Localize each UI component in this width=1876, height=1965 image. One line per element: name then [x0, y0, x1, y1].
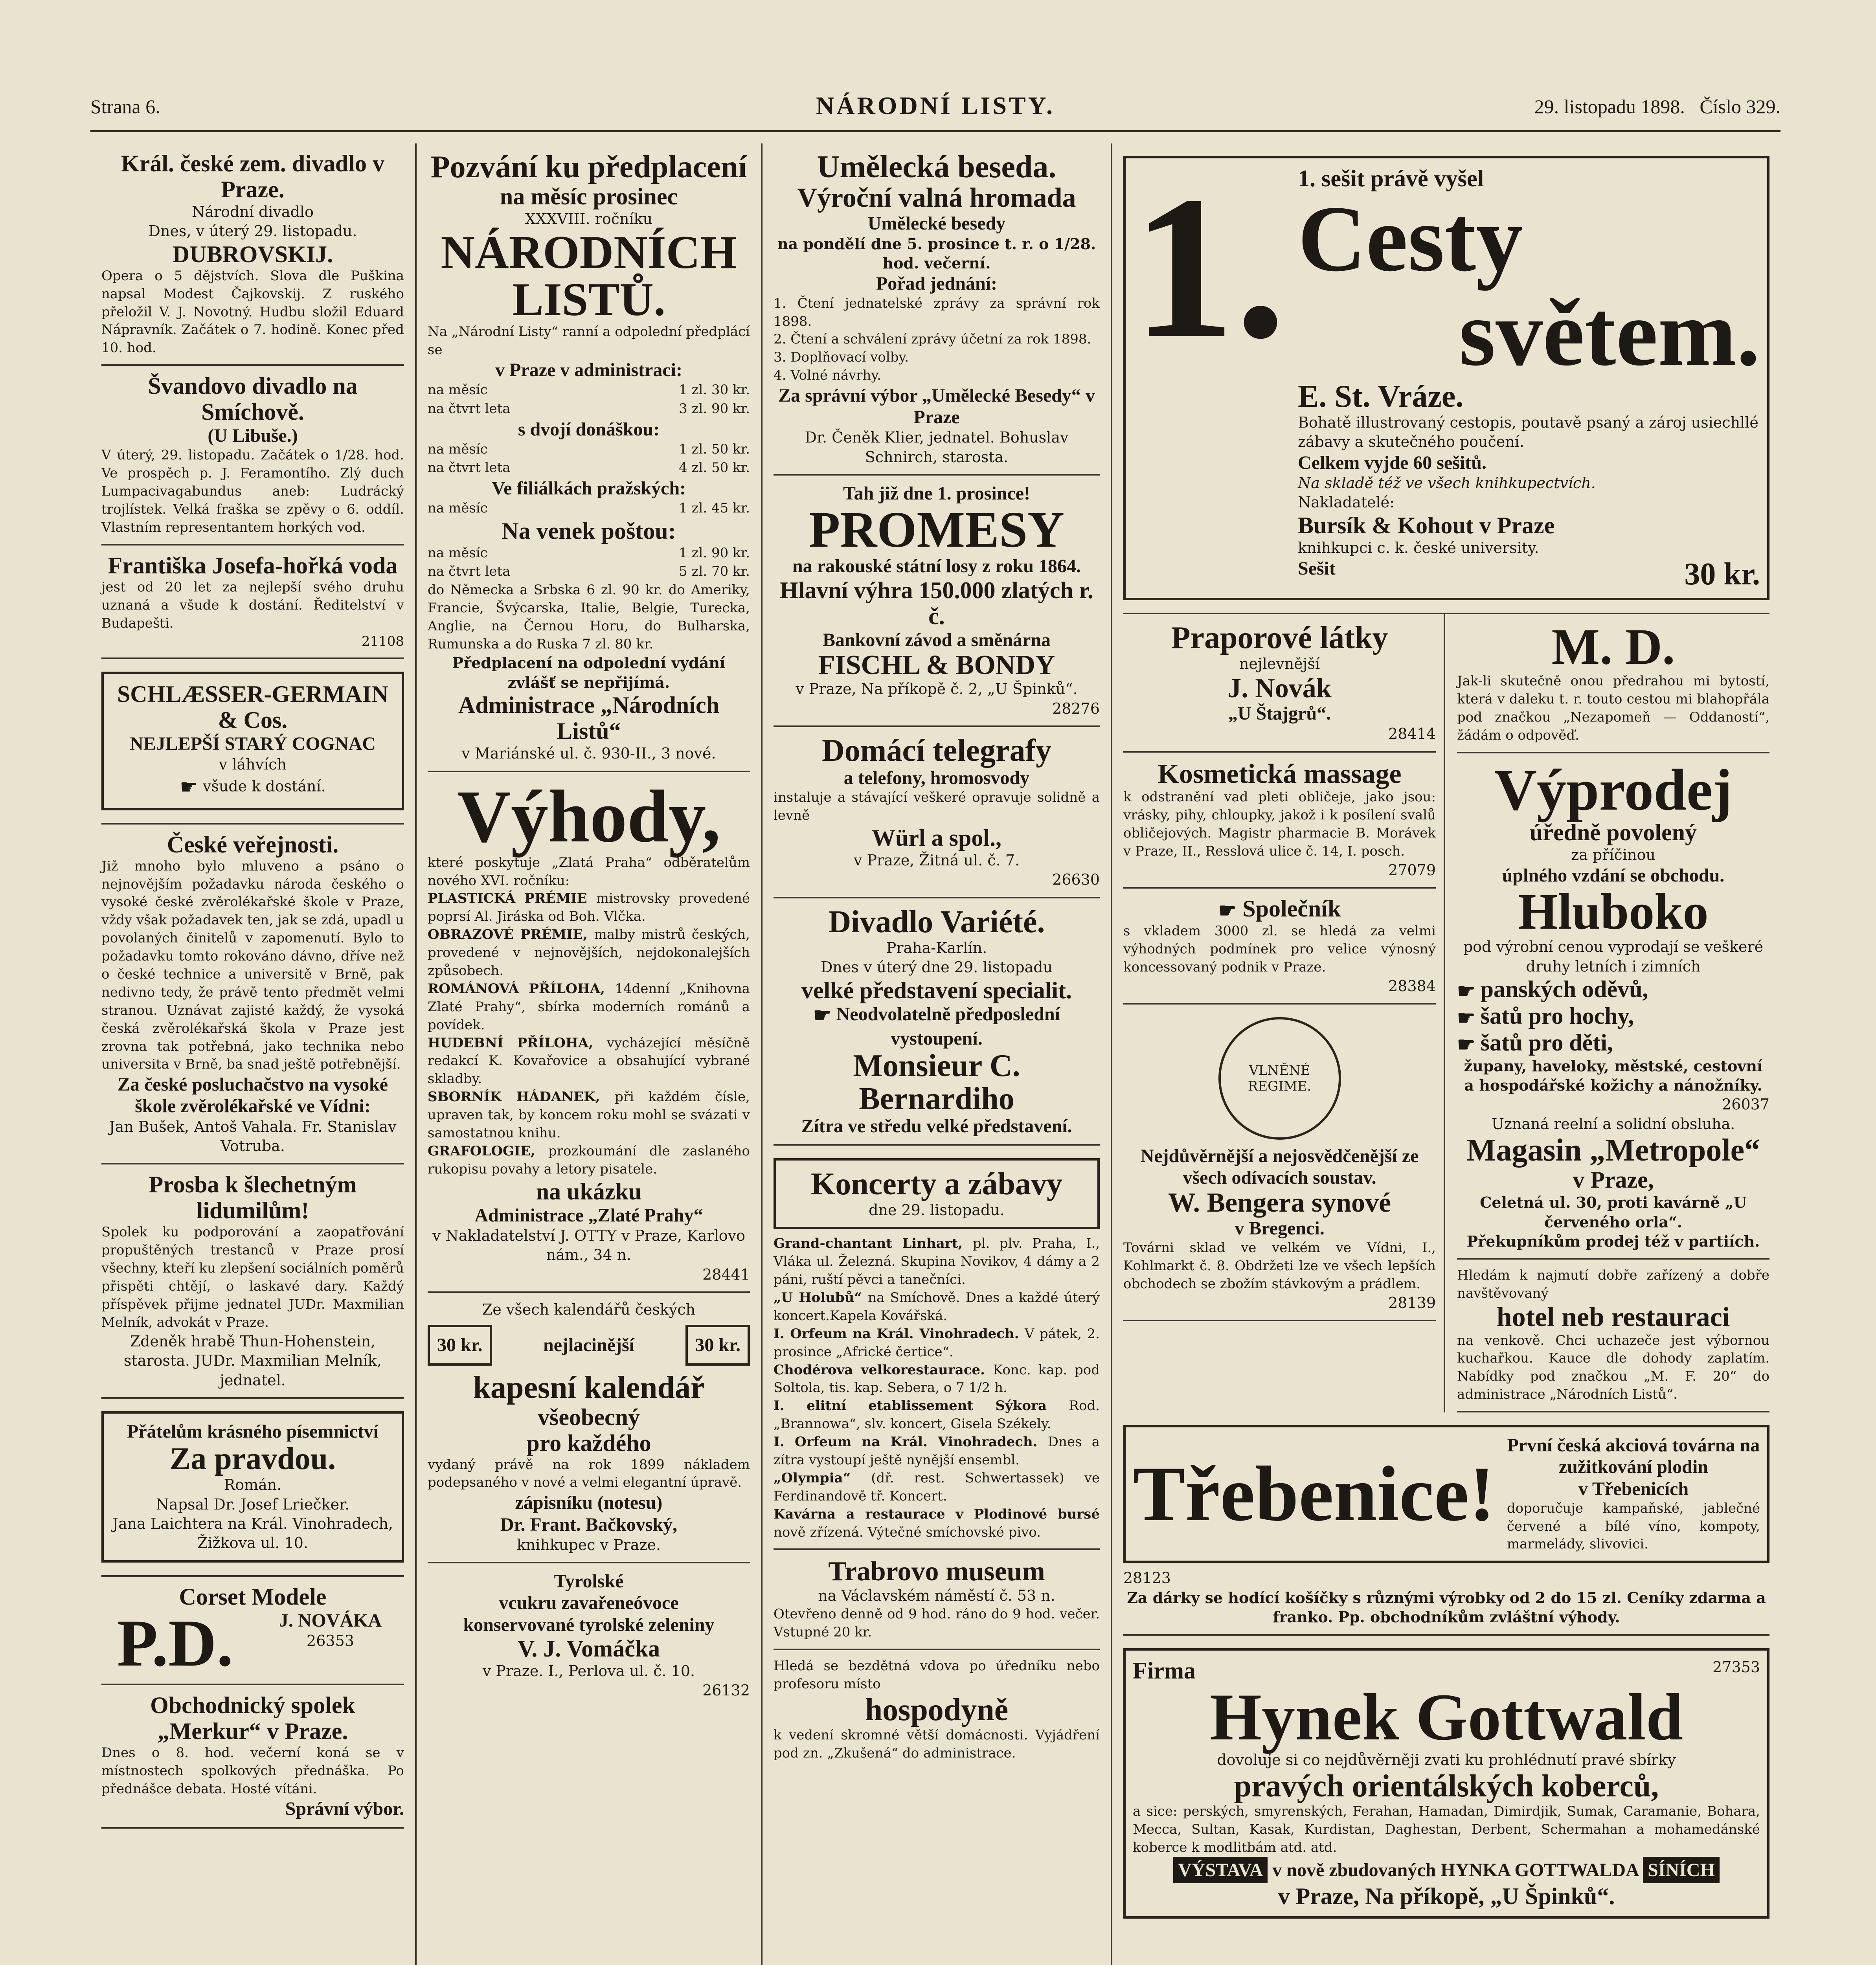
- column-1: [90, 143, 417, 1965]
- concert-item-title: I. Orfeum na Král. Vinohradech.: [774, 1326, 1025, 1342]
- benefit-item-text: prozkoumání dle zaslaného rukopisu povahy a letory pisatele.: [428, 1143, 750, 1177]
- price-label: na čtvrt leta: [428, 400, 511, 417]
- concert-item-title: I. Orfeum na Král. Vinohradech.: [774, 1434, 1048, 1450]
- price-value: 3 zl. 90 kr.: [679, 400, 750, 417]
- pointing-hand-icon: ☛: [1457, 980, 1481, 1003]
- price-row: [428, 440, 750, 459]
- price-value: 1 zl. 30 kr.: [679, 382, 750, 398]
- price-value: 1 zl. 45 kr.: [679, 500, 750, 516]
- benefit-item-text: malby mistrů českých, provedené v nejnovějších, nejdokonalejších způsobech.: [428, 927, 750, 979]
- benefit-item: [428, 926, 750, 980]
- price-row: [428, 499, 750, 518]
- benefit-item: [428, 1034, 750, 1089]
- concert-item: [774, 1235, 1100, 1289]
- program-item: 2. Čtení a schválení zprávy účetní za rok 1898.: [774, 331, 1091, 347]
- concerts-section: Koncerty a zábavy dne 29. listopadu. Grand-chantant Linhart, pl. plv. Praha, I., Vláka ul. Železná. Skupina Novikov, 4 dámy a 2 páni, ruští pěvci a tanečníci. „U Holubů“ na Smíchově. Dnes a každé úterý koncert.Kapela Kovářská. I. Orfeum na Král. Vinohradech. V pátek, 2. prosince „Africké čertice“. Chodérova velkorestaurace. Konc. kap. pod Soltola, tis. kap. Sebera, o 7 1/2 h. I. elitní etablissement Sýkora Rod. „Brannowa“, slv. koncert, Gisela Székely. I. Orfeum na Král. Vinohradech. Dnes a zítra vystoupí ještě nynější ensembl. „Olympia“ (dř. rest. Schwertassek) ve Ferdinandově tř. Koncert. Kavárna a restaurace v Plodinové bursé nově zřízená. Výtečné smíchovské pivo.: [774, 1146, 1100, 1550]
- calendar-ad: Ze všech kalendářů českých 30 kr. nejlacinější 30 kr. kapesní kalendář všeobecný pro každého vydaný právě na rok 1899 nákladem podepsaného v nové a velmi elegantní úpravě. zápisníku (notesu) Dr. Frant. Bačkovský, knihkupec v Praze.: [428, 1293, 750, 1563]
- newspaper-title: NÁRODNÍ LISTY.: [816, 92, 1055, 119]
- price-label: na měsíc: [428, 441, 488, 457]
- concert-item: [774, 1289, 1100, 1325]
- public-appeal: České veřejnosti. Již mnoho bylo mluveno a psáno o nejnovějším požadavku národa českého o vysoké české zvěrolékařské škole v Praze, vždy však požadavek ten, jak se zdá, upadl u povolaných činitelů v zapomenutí. Bylo to požadavku tomto rokováno dávno, dříve než o české technice a universitě v Brně, pak nedivno tedy, že právě tento předmět velmi stranou. Uznávat zajisté každý, že vysoká česká zvěrolékařská škola v Praze jest zrovna tak potřebná, jako technika nebo universita v Brně, ba snad ještě potřebnější. Za české posluchačstvo na vysoké škole zvěrolékařské ve Vídni: Jan Bušek, Antoš Vahala. Fr. Stanislav Votruba.: [101, 825, 404, 1165]
- price-value: 5 zl. 70 kr.: [679, 564, 750, 580]
- smichov-theatre: Švandovo divadlo na Smíchově. (U Libuše.) V úterý, 29. listopadu. Začátek o 1/28. hod. Ve prospěch p. J. Feramontího. Zlý duch Lumpacivagabundus aneb: Ludrácký trojlístek. Velká fraška se zpěvy o 6. oddíl. Vlastním representantem horkých vod.: [101, 366, 404, 545]
- concert-list: [774, 1235, 1100, 1541]
- price-label: na měsíc: [428, 382, 488, 398]
- column-3: [763, 143, 1112, 1965]
- clothing-item: [1457, 976, 1769, 1003]
- clothing-item-label: šatů pro děti,: [1480, 1029, 1613, 1056]
- concert-item-title: Kavárna a restaurace v Plodinové bursé: [774, 1506, 1100, 1522]
- bengers-ad: VLNĚNÉ REGIME. Nejdůvěrnější a nejosvědčenější ze všech odívacích soustav. W. Bengera synové v Bregenci. Továrni sklad ve velkém ve Vídni, I., Kohlmarkt č. 8. Obdržeti lze ve všech lepších obchodech se zbožím stávkovým a prádlem. 28139: [1123, 1005, 1436, 1321]
- price-list-abroad: [428, 544, 750, 581]
- price-label: na měsíc: [428, 500, 488, 516]
- concert-item-title: „U Holubů“: [774, 1289, 868, 1306]
- benefit-item-title: SBORNÍK HÁDANEK,: [428, 1089, 615, 1105]
- benefit-item-text: mistrovsky provedené poprsí Al. Jiráska od Boh. Vlčka.: [428, 891, 750, 925]
- gottwald-carpets-ad: Firma 27353 Hynek Gottwald dovoluje si co nejdůvěrněji zvati ku prohlédnutí pravé sbírky pravých orientálských koberců, a sice: perských, smyrenských, Ferahan, Hamadan, Dimirdjik, Sumak, Caramanie, Bohara, Mecca, Sultan, Kasak, Kurdistan, Daghestan, Derbent, Schermahan a mohamedánské koberce k modlitbám atd. atd. VÝSTAVA v nově zbudovaných HYNKA GOTTWALDA SÍNÍCH v Praze, Na příkopě, „U Špinků“.: [1123, 1636, 1769, 1931]
- price-list-branch: [428, 499, 750, 518]
- benefit-item-title: OBRAZOVÉ PRÉMIE,: [428, 927, 594, 943]
- concert-item-text: (dř. rest. Schwertassek) ve Ferdinandově tř. Koncert.: [774, 1470, 1100, 1504]
- issue-date: 29. listopadu 1898. Číslo 329.: [1534, 95, 1780, 118]
- price-label: na měsíc: [428, 545, 488, 561]
- price-list-praha: [428, 381, 750, 418]
- benefit-item-text: při každém čísle, upraven tak, by koncem roku mohl se svázati v samostatnou knihu.: [428, 1089, 750, 1141]
- variete-ad: Divadlo Variété. Praha-Karlín. Dnes v úterý dne 29. listopadu velké představení specialit. ☛ Neodvolatelně předposlední vystoupení. Monsieur C. Bernardiho Zítra ve středu velké představení.: [774, 898, 1100, 1146]
- benefits-list: [428, 890, 750, 1178]
- subscription-ad: Pozvání ku předplacení na měsíc prosinec XXXVIII. ročníku NÁRODNÍCH LISTŮ. Na „Národní Listy“ ranní a odpolední předplácí se v Praze v administraci: na měsíc 1 zl. 30 kr. na čtvrt leta 3 zl. 90 kr. s dvojí donáškou: na měsíc 1 zl. 50 kr. na čtvrt leta 4 zl. 50 kr. Ve filiálkách pražských: na měsíc 1 zl. 45 kr. Na venek poštou: na měsíc 1 zl. 90 kr. na čtvrt leta 5 zl. 70 kr. do Německa a Srbska 6 zl. 90 kr. do Ameriky, Francie, Švýcarska, Italie, Belgie, Turecka, Anglie, na Černou Horu, do Bulharska, Rumunska a do Ruska 7 zl. 80 kr. Předplacení na odpolední vydání zvlášť se nepřijímá. Administrace „Národních Listů“ v Mariánské ul. č. 930-II., 3 nové.: [428, 143, 750, 772]
- cosmetic-massage-ad: Kosmetická massage k odstranění vad pleti obličeje, jako jsou: vrásky, pihy, chloupky, jakož i k posílení svalů obličejových. Magistr pharmacie B. Morávek v Praze, II., Resslová ulice č. 14, I. posch. 27079: [1123, 753, 1436, 889]
- seal-emblem: VLNĚNÉ REGIME.: [1218, 1017, 1341, 1140]
- page-number: Strana 6.: [90, 95, 160, 118]
- umelecka-beseda-ad: Umělecká beseda. Výroční valná hromada Umělecké besedy na pondělí dne 5. prosince t. r. o 1/28. hod. večerní. Pořad jednání: 1. Čtení jednatelské zprávy za správní rok 1898. 2. Čtení a schválení zprávy účetní za rok 1898. 3. Doplňovací volby. 4. Volné návrhy. Za správní výbor „Umělecké Besedy“ v Praze Dr. Čeněk Klier, jednatel. Bohuslav Schnirch, starosta.: [774, 143, 1100, 476]
- md-notice: M. D. Jak-li skutečně onou předrahou mi bytostí, která v daleku t. r. touto cestou mi blahopřála pod značkou „Nezapomeň — Oddaností“, žádám o odpověď.: [1457, 614, 1769, 753]
- benefit-item: [428, 1088, 750, 1142]
- concert-item: [774, 1506, 1100, 1542]
- price-label: na čtvrt leta: [428, 564, 511, 580]
- clothing-item-label: šatů pro hochy,: [1480, 1003, 1634, 1029]
- clothing-item-label: panských oděvů,: [1480, 976, 1648, 1003]
- concert-item: [774, 1469, 1100, 1506]
- tyrol-fruit-ad: Tyrolské vcukru zavařeneóvoce konservované tyrolské zeleniny V. J. Vomáčka v Praze. I., Perlova ul. č. 10. 26132: [463, 1571, 750, 1699]
- theatre-notice: Král. české zem. divadlo v Praze. Národní divadlo Dnes, v úterý 29. listopadu. DUBROVSKIJ. Opera o 5 dějstvích. Slova dle Puškina napsal Modest Čajkovskij. Z ruského přeložil V. J. Novotný. Hudbu složil Eduard Nápravník. Začátek o 7. hodině. Konec před 10. hod.: [101, 143, 404, 366]
- concert-item-title: I. elitní etablissement Sýkora: [774, 1398, 1069, 1414]
- concert-item-text: Rod. „Brannowa“, slv. koncert, Gisela Székely.: [774, 1398, 1100, 1432]
- benefit-item-title: ROMÁNOVÁ PŘÍLOHA,: [428, 981, 615, 997]
- zlata-praha-ad: Výhody, které poskytuje „Zlatá Praha“ odběratelům nového XVI. ročníku: PLASTICKÁ PRÉMIE mistrovsky provedené poprsí Al. Jiráska od Boh. Vlčka. OBRAZOVÉ PRÉMIE, malby mistrů českých, provedené v nejnovějších, nejdokonalejších způsobech. ROMÁNOVÁ PŘÍLOHA, 14denní „Knihovna Zlaté Prahy“, sbírka moderních románů a povídek. HUDEBNÍ PŘÍLOHA, vycházející měsíčně redakcí K. Kovařovice a obsahující vybrané skladby. SBORNÍK HÁDANEK, při každém čísle, upraven tak, by koncem roku mohl se svázati v samostatnou knihu. GRAFOLOGIE, prozkoumání dle zaslaného rukopisu povahy a letory pisatele. na ukázku Administrace „Zlaté Prahy“ v Nakladatelství J. OTTY v Praze, Karlovo nám., 34 n. 28441: [428, 772, 750, 1293]
- concert-item: [774, 1361, 1100, 1398]
- flag-fabric-ad: Praporové látky nejlevnější J. Novák „U Štajgrů“. 28414: [1123, 614, 1436, 752]
- telegraph-ad: Domácí telegrafy a telefony, hromosvody instaluje a stávající veškeré opravuje solidně a levně Würl a spol., v Praze, Žitná ul. č. 7. 26630: [774, 727, 1100, 898]
- hotel-ad: Hledám k najmutí dobře zařízený a dobře navštěvovaný hotel neb restauraci na venkově. Chci uchazeče jest výbornou kuchařkou. Kauce dle dohody zaplatím. Nabídky pod značkou „M. F. 20“ do administrace „Národních Listů“.: [1457, 1260, 1769, 1412]
- concert-item-text: nově zřízená. Výtečné smíchovské pivo.: [774, 1524, 1041, 1540]
- benefit-item-text: vycházející měsíčně redakcí K. Kovařovice a obsahující vybrané skladby.: [428, 1035, 750, 1087]
- trebenice-ad: Třebenice! První česká akciová továrna na zužitkování plodin v Třebenicích doporučuje kampaňské, jablečné červené a bílé víno, kompoty, marmelády, slivovici. 28123 Za dárky se hodící košíčky s různými výrobky od 2 do 15 zl. Ceníky zdarma a franko. Pp. obchodníkům zvláštní výhody.: [1123, 1412, 1769, 1635]
- cognac-ad: SCHLÆSSER-GERMAIN & Cos. NEJLEPŠÍ STARÝ COGNAC v láhvích ☛ všude k dostání.: [101, 659, 404, 824]
- concert-item: [774, 1433, 1100, 1469]
- clearance-sale-ad: Výprodej úředně povolený za příčinou úplného vzdání se obchodu. Hluboko pod výrobní cenou vyprodají se veškeré druhy letních i zimních ☛ panských oděvů, ☛ šatů pro hochy, ☛ šatů pro děti, župany, haveloky, městské, cestovní a hospodářské kožichy a nánožníky. 26037 Uznaná reelní a solidní obsluha. Magasin „Metropole“ v Praze, Celetná ul. 30, proti kavárně „U červeného orla“. Překupníkům prodej též v partiích.: [1457, 753, 1769, 1260]
- masthead: [90, 91, 1780, 123]
- pointing-hand-icon: ☛: [1457, 1034, 1481, 1056]
- price-row: [428, 544, 750, 563]
- benefit-item-title: PLASTICKÁ PRÉMIE: [428, 891, 596, 907]
- price-row: [428, 562, 750, 581]
- price-row: [428, 381, 750, 400]
- benefit-item-title: HUDEBNÍ PŘÍLOHA,: [428, 1035, 607, 1051]
- book-ad: Přátelům krásného písemnictví Za pravdou. Román. Napsal Dr. Josef Lriečker. Jana Laichtera na Král. Vinohradech, Žižkova ul. 10.: [101, 1399, 404, 1577]
- concert-item-text: na Smíchově. Dnes a každé úterý koncert.Kapela Kovářská.: [774, 1289, 1100, 1324]
- merkur-notice: Obchodnický spolek „Merkur“ v Praze. Dnes o 8. hod. večerní koná se v místnostech spolkových přednáška. Po přednášce debata. Hosté vítáni. Správní výbor.: [101, 1685, 404, 1829]
- program-item: 4. Volné návrhy.: [774, 367, 881, 384]
- concert-item: [774, 1325, 1100, 1361]
- benefit-item-text: 14denní „Knihovna Zlaté Prahy“, sbírka moderních románů a povídek.: [428, 981, 750, 1033]
- pointing-hand-icon: ☛: [180, 775, 198, 799]
- concert-item-text: Dnes a zítra vystoupí ještě nynější ensembl.: [774, 1434, 1100, 1468]
- charity-plea: Prosba k šlechetným lidumilům! Spolek ku podporování a zaopatřování propuštěných trestanců v Praze prosí všechny, kteří ku zlepšení sociálních poměrů přispěti chtějí, o laskavé dary. Každý příspěvek přijme jednatel JUDr. Maxmilian Melník, advokát v Praze. Zdeněk hrabě Thun-Hohenstein, starosta. JUDr. Maxmilian Melník, jednatel.: [101, 1164, 404, 1399]
- price-label: na čtvrt leta: [428, 460, 511, 476]
- clothing-list: [1457, 976, 1769, 1056]
- benefit-item: [428, 890, 750, 926]
- concert-item-title: Chodérova velkorestaurace.: [774, 1362, 993, 1378]
- cesty-svetem-ad: 1. 1. sešit právě vyšel Cesty světem. E. St. Vráze. Bohatě illustrovaný cestopis, poutavě psaný a zároj usiechllé zábavy a skutečného poučení. Celkem vyjde 60 sešitů. Na skladě též ve všech knihkupectvích. Nakladatelé: Bursík & Kohout v Praze knihkupci c. k. české university. Sešit 30 kr.: [1123, 143, 1769, 614]
- price-value: 4 zl. 50 kr.: [679, 460, 750, 476]
- pointing-hand-icon: ☛: [813, 1004, 832, 1027]
- lottery-ad: Tah již dne 1. prosince! PROMESY na rakouské státní losy z roku 1864. Hlavní výhra 150.000 zlatých r. č. Bankovní závod a směnárna FISCHL & BONDY v Praze, Na příkopě č. 2, „U Špinků“. 28276: [774, 476, 1100, 727]
- program-item: 3. Doplňovací volby.: [774, 349, 909, 365]
- meeting-program: [774, 295, 1100, 385]
- pointing-hand-icon: ☛: [1218, 900, 1237, 922]
- benefit-item-title: GRAFOLOGIE,: [428, 1143, 548, 1159]
- price-value: 1 zl. 50 kr.: [679, 441, 750, 457]
- price-row: [428, 459, 750, 477]
- concert-item-title: „Olympia“: [774, 1470, 871, 1486]
- price-value: 1 zl. 90 kr.: [679, 545, 750, 561]
- column-2: [417, 143, 763, 1965]
- corset-ad: Corset Modele P.D. J. NOVÁKA 26353: [101, 1577, 404, 1685]
- column-4: [1112, 143, 1780, 1965]
- housekeeper-ad: Hledá se bezdětná vdova po úředníku nebo profesoru místo hospodyně k vedení skromné větší domácnosti. Vyjádření pod zn. „Zkušená“ do administrace.: [774, 1658, 1100, 1761]
- concert-item-text: V pátek, 2. prosince „Africké čertice“.: [774, 1326, 1100, 1360]
- concert-item-text: Konc. kap. pod Soltola, tis. kap. Sebera, o 7 1/2 h.: [774, 1362, 1100, 1396]
- museum-ad: Trabrovo museum na Václavském náměstí č. 53 n. Otevřeno denně od 9 hod. ráno do 9 hod. večer. Vstupné 20 kr.: [774, 1550, 1100, 1650]
- partner-ad: ☛ Společník s vkladem 3000 zl. se hledá za velmi výhodných podmínek pro velice výnosný koncessovaný podnik v Praze. 28384: [1123, 889, 1436, 1005]
- clothing-item: [1457, 1030, 1769, 1056]
- pointing-hand-icon: ☛: [1457, 1007, 1481, 1030]
- benefit-item: [428, 980, 750, 1034]
- benefit-item: [428, 1142, 750, 1179]
- price-row: [428, 400, 750, 419]
- masthead-rule: [90, 130, 1780, 132]
- number-one-glyph: 1.: [1133, 154, 1286, 380]
- concert-item: [774, 1397, 1100, 1433]
- program-item: 1. Čtení jednatelské zprávy za správní rok 1898.: [774, 295, 1100, 329]
- clothing-item: [1457, 1003, 1769, 1030]
- concert-item-title: Grand-chantant Linhart,: [774, 1236, 973, 1252]
- concert-item-text: pl. plv. Praha, I., Vláka ul. Železná. Skupina Novikov, 4 dámy a 2 páni, ruští pěvci a tanečníci.: [774, 1236, 1100, 1288]
- bitter-water-ad: Františka Josefa-hořká voda jest od 20 let za nejlepší svého druhu uznaná a všude k dostání. Ředitelství v Budapešti. 21108: [101, 545, 404, 659]
- price-list-home: [428, 440, 750, 477]
